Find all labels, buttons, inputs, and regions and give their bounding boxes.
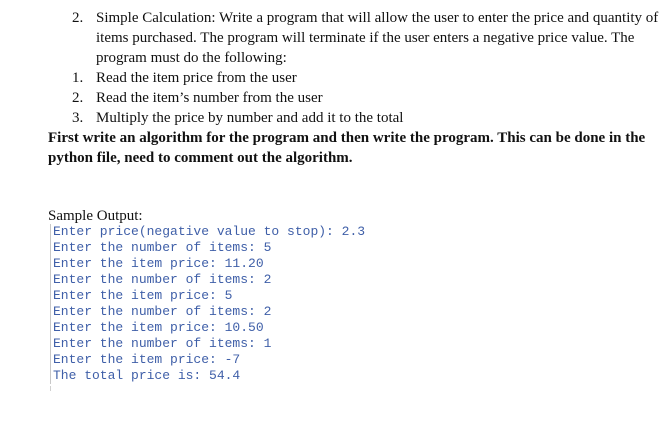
- requirement-number: 2.: [72, 90, 84, 106]
- requirement-number: 1.: [72, 70, 84, 86]
- sample-output-console: [50, 224, 433, 384]
- console-line: Enter the number of items: 2: [53, 272, 272, 287]
- requirement-item: [72, 108, 403, 128]
- console-line: Enter the item price: -7: [53, 352, 241, 367]
- console-line: Enter the number of items: 2: [53, 304, 272, 319]
- requirement-item: [72, 68, 403, 88]
- algorithm-note: First write an algorithm for the program and then write the program. This can be done in the python file, need to comment out the algorithm.: [48, 130, 646, 166]
- requirement-text: Multiply the price by number and add it to the total: [96, 110, 404, 126]
- requirement-text: Read the item price from the user: [96, 70, 297, 86]
- question-text: Simple Calculation: Write a program that will allow the user to enter the price and quantity of items purchased. The program will terminate if the user enters a negative price value. The program must do the following:: [96, 10, 659, 66]
- console-line: The total price is: 54.4: [53, 368, 241, 383]
- question-number: 2.: [72, 10, 84, 26]
- requirements-list: [72, 68, 403, 128]
- text-cursor-mark: [50, 386, 51, 391]
- requirement-text: Read the item’s number from the user: [96, 90, 323, 106]
- question-item: [72, 8, 662, 68]
- sample-output-label: Sample Output:: [48, 208, 143, 224]
- console-line: Enter the number of items: 1: [53, 336, 272, 351]
- console-line: Enter the item price: 11.20: [53, 256, 264, 271]
- console-line: Enter price(negative value to stop): 2.3: [53, 224, 366, 239]
- console-line: Enter the number of items: 5: [53, 240, 272, 255]
- console-line: Enter the item price: 10.50: [53, 320, 264, 335]
- requirement-number: 3.: [72, 110, 84, 126]
- console-line: Enter the item price: 5: [53, 288, 233, 303]
- requirement-item: [72, 88, 403, 108]
